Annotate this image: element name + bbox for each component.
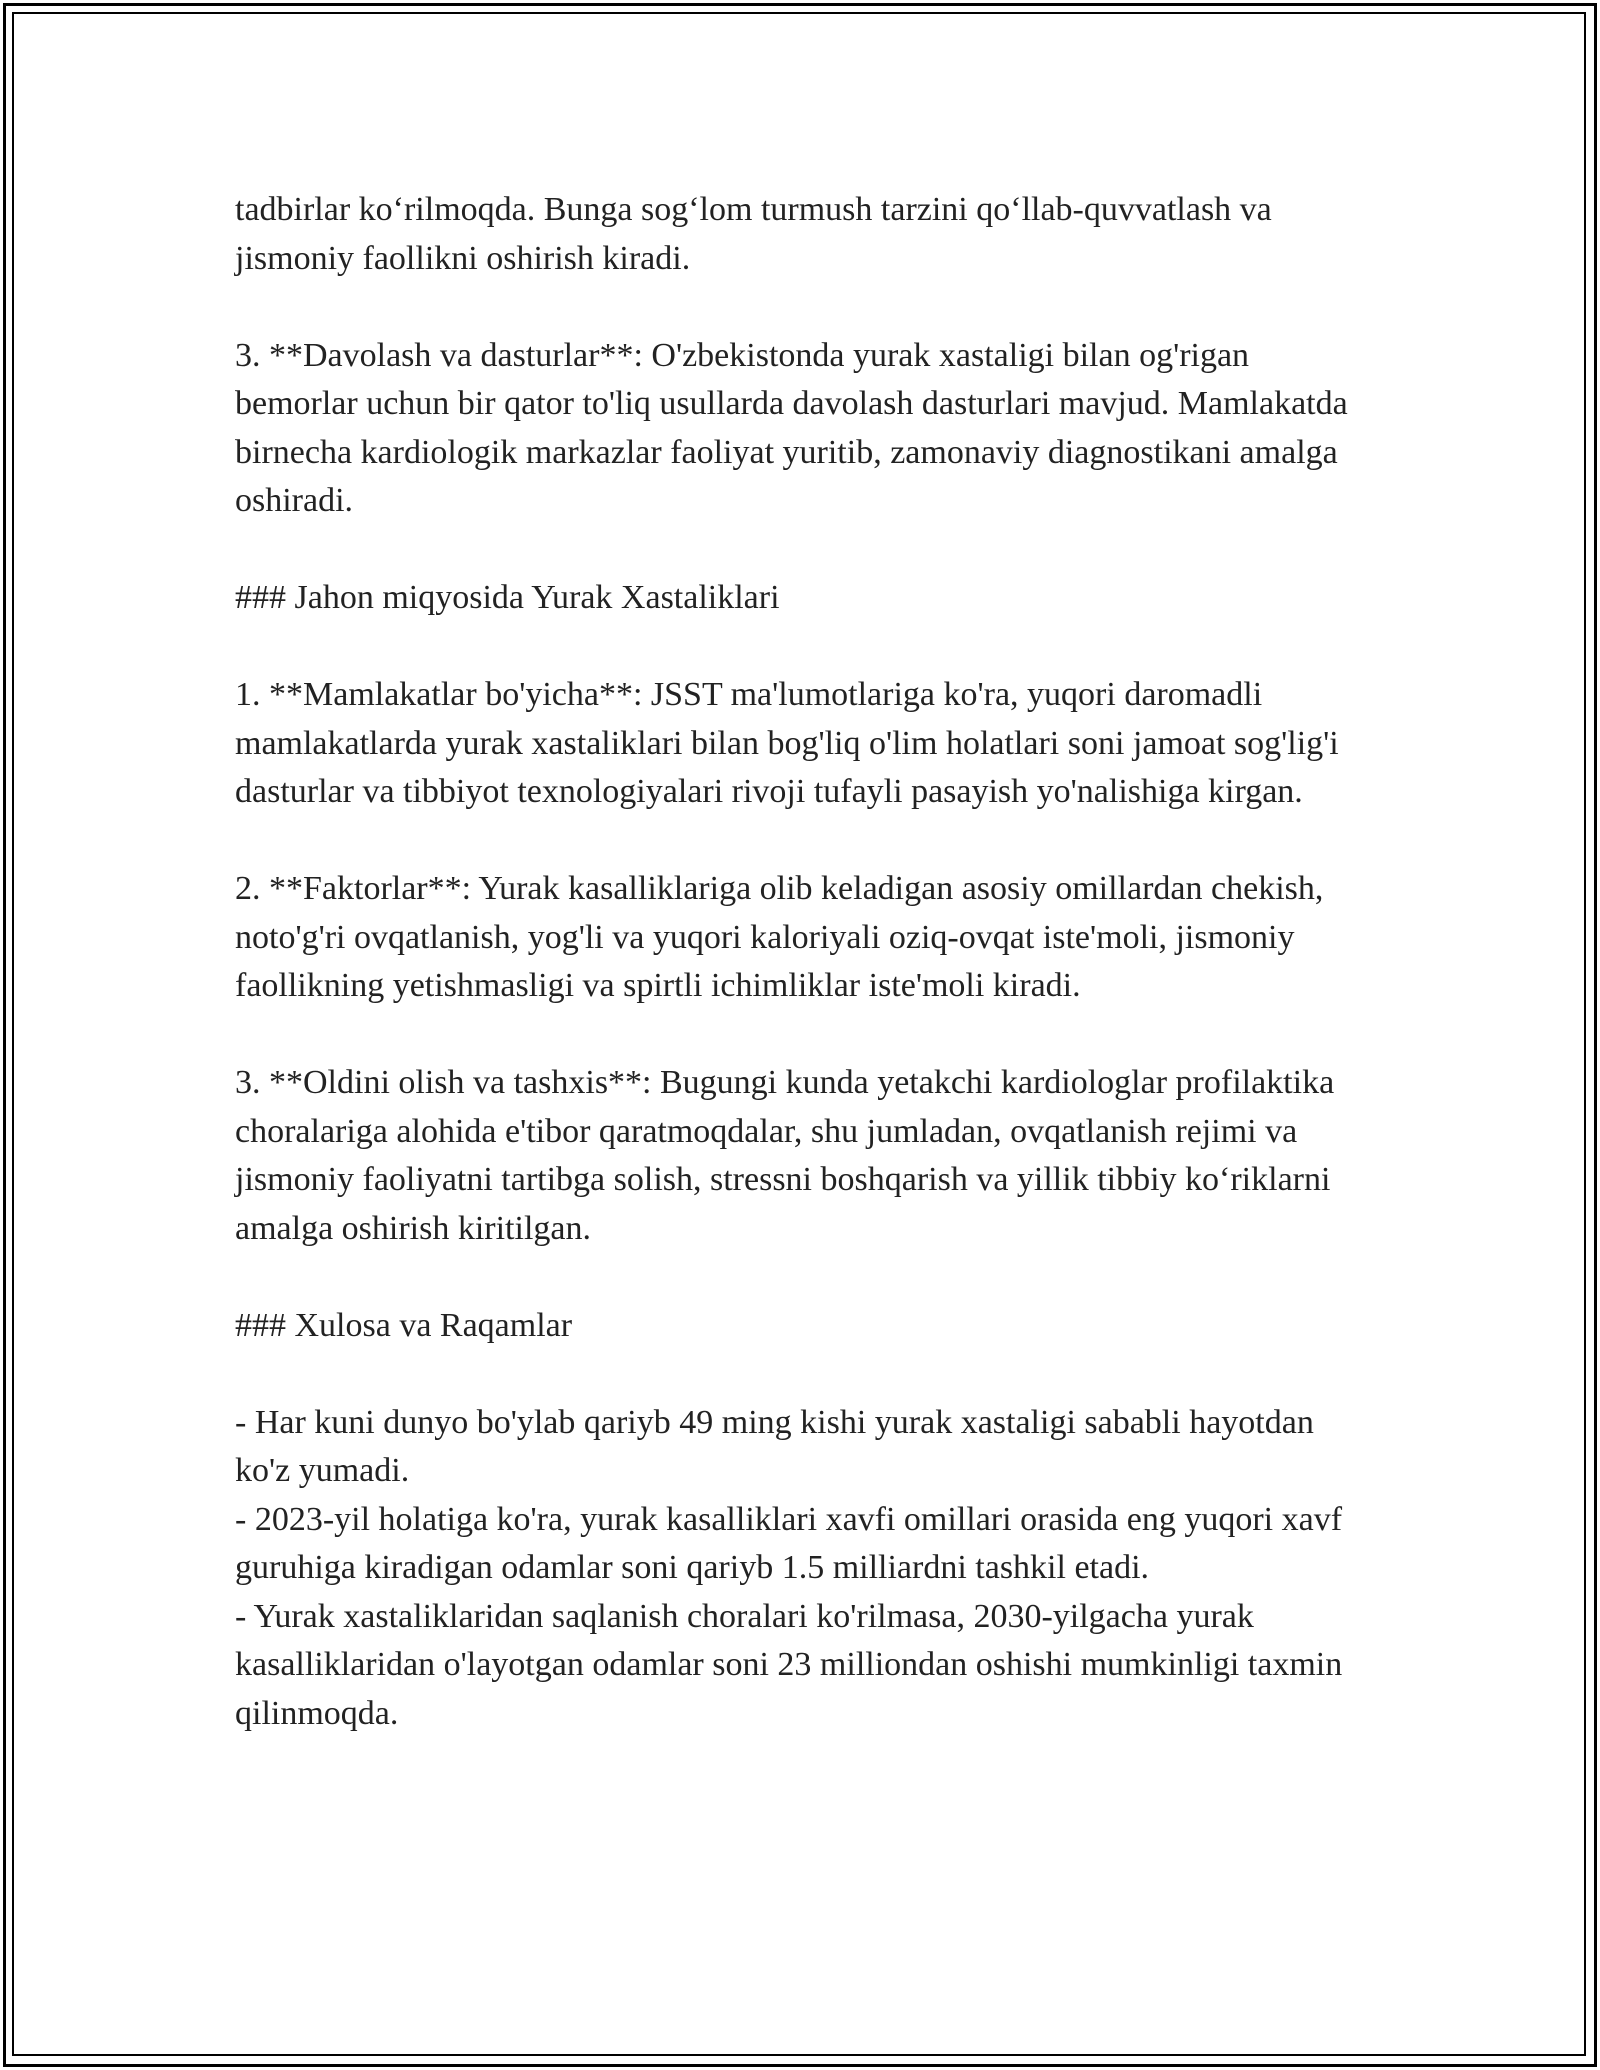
section-heading-global: ### Jahon miqyosida Yurak Xastaliklari — [235, 579, 780, 616]
paragraph-prevention: 3. **Oldini olish va tashxis**: Bugungi kunda yetakchi kardiologlar profilaktika choralariga alohida e'tibor qaratmoqdalar, shu jumladan, ovqatlanish rejimi va jismoniy faoliyatni tartibga solish, stressni boshqarish va yillik tibbiy ko‘riklarni amalga oshirish kiritilgan. — [235, 1064, 1335, 1247]
document-body — [235, 186, 1375, 1738]
bullet-item: - Yurak xastaliklaridan saqlanish choralari ko'rilmasa, 2030-yilgacha yurak kasalliklaridan o'layotgan odamlar soni 23 milliondan oshishi mumkinligi taxmin qilinmoqda. — [235, 1597, 1343, 1732]
paragraph-by-country: 1. **Mamlakatlar bo'yicha**: JSST ma'lumotlariga ko'ra, yuqori daromadli mamlakatlarda yurak xastaliklari bilan bog'liq o'lim holatlari soni jamoat sog'lig'i dasturlar va tibbiyot texnologiyalari rivoji tufayli pasayish yo'nalishiga kirgan. — [235, 676, 1339, 810]
section-heading-conclusion: ### Xulosa va Raqamlar — [235, 1306, 573, 1344]
bullet-item: - Har kuni dunyo bo'ylab qariyb 49 ming kishi yurak xastaligi sababli hayotdan ko'z yumadi. — [235, 1403, 1314, 1489]
paragraph-treatment-programs: 3. **Davolash va dasturlar**: O'zbekistonda yurak xastaligi bilan og'rigan bemorlar uchun bir qator to'liq usullarda davolash dasturlari mavjud. Mamlakatda birnecha kardiologik markazlar faoliyat yuritib, zamonaviy diagnostikani amalga oshiradi. — [235, 336, 1348, 519]
paragraph-intro-continuation: tadbirlar ko‘rilmoqda. Bunga sog‘lom turmush tarzini qo‘llab-quvvatlash va jismoniy faollikni oshirish kiradi. — [235, 191, 1272, 277]
bullet-item: - 2023-yil holatiga ko'ra, yurak kasalliklari xavfi omillari orasida eng yuqori xavf guruhiga kiradigan odamlar soni qariyb 1.5 milliardni tashkil etadi. — [235, 1500, 1343, 1586]
paragraph-factors: 2. **Faktorlar**: Yurak kasalliklariga olib keladigan asosiy omillardan chekish, noto'g'ri ovqatlanish, yog'li va yuqori kaloriyali oziq-ovqat iste'moli, jismoniy faollikning yetishmasligi va spirtli ichimliklar iste'moli kiradi. — [235, 870, 1324, 1004]
